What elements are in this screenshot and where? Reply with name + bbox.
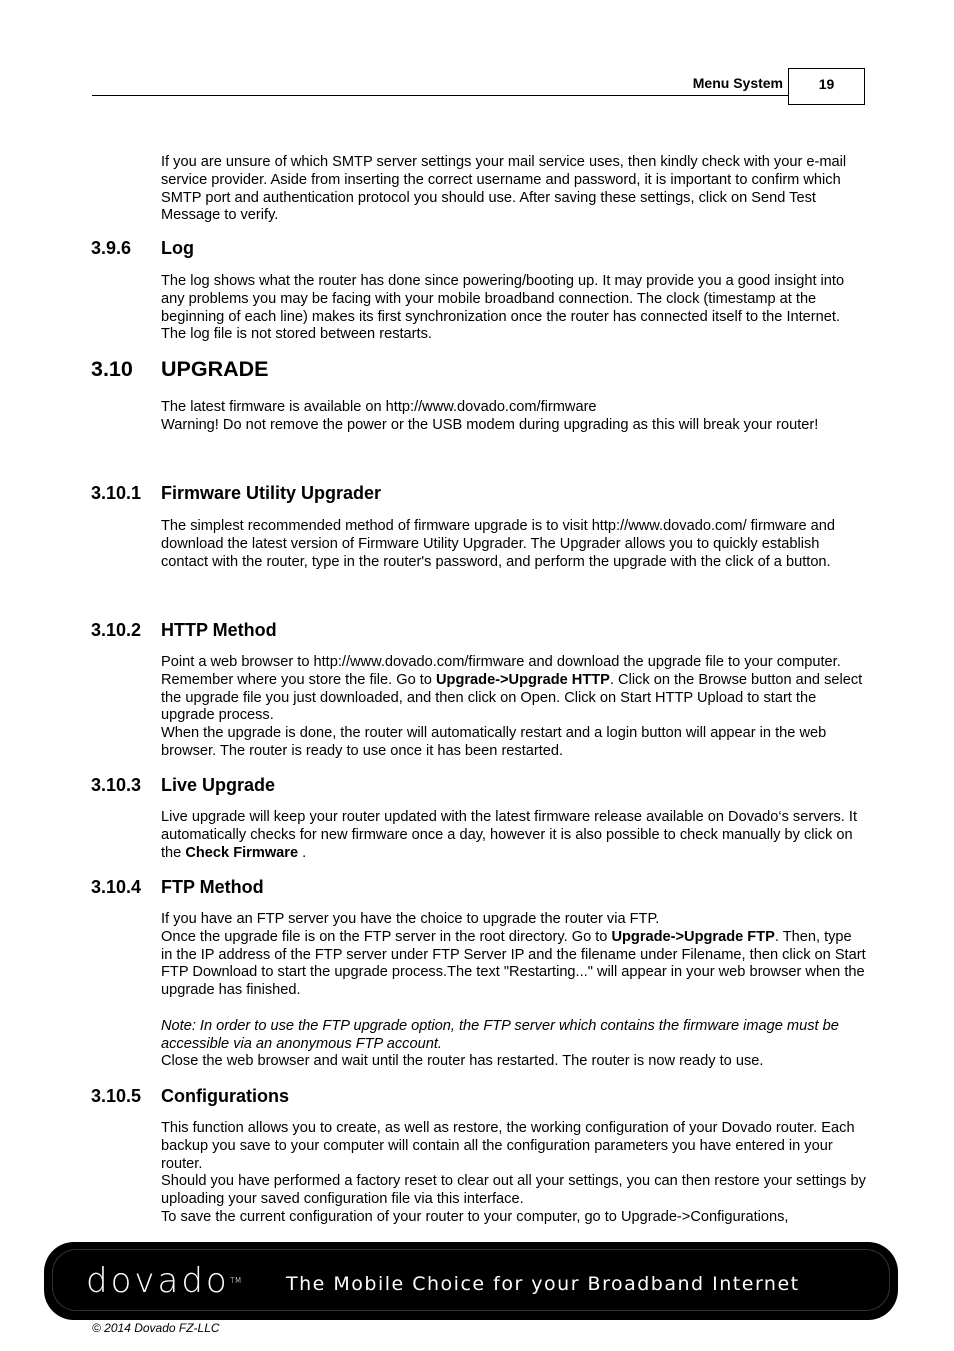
- heading-number: 3.10.1: [91, 483, 142, 503]
- heading-number: 3.10.4: [91, 877, 142, 897]
- firmware-utility-paragraph: [161, 518, 867, 571]
- ftp-text-2a: Once the upgrade file is on the FTP server in the root directory. Go to: [161, 928, 612, 945]
- live-upgrade-paragraph: [161, 809, 867, 862]
- heading-title: HTTP Method: [161, 620, 277, 640]
- heading-configurations: [91, 1086, 289, 1107]
- ftp-text-2: [161, 929, 867, 1000]
- header-section-title: Menu System: [692, 75, 783, 91]
- http-text-1b: . Click on the Browse button and select the upgrade file you just downloaded, and then click on Open. Click on Start HTTP Upload to start the upgrade process.: [161, 671, 863, 724]
- spacer: [161, 1000, 867, 1018]
- configurations-text-2: Should you have performed a factory reset to clear out all your settings, you can then restore your settings by uploading your saved configuration file via this interface.: [161, 1173, 866, 1208]
- trademark-mark: TM: [229, 1276, 242, 1285]
- upgrade-line-1: The latest firmware is available on http://www.dovado.com/firmware: [161, 399, 597, 415]
- ftp-text-3: Close the web browser and wait until the router has restarted. The router is now ready to use.: [161, 1053, 764, 1070]
- footer-banner-inner: [52, 1249, 890, 1311]
- ftp-text-2b: . Then, type in the IP address of the FTP server under FTP Server IP and the filename under Filename, then click on Start FTP Download to start the upgrade process.The text "Restarting..." will appear in your web browser when the upgrade has finished.: [161, 928, 866, 999]
- intro-paragraph: [161, 154, 867, 225]
- firmware-utility-text: The simplest recommended method of firmware upgrade is to visit http://www.dovado.com/ firmware and download the latest version of Firmware Utility Upgrader. The Upgrader allows you to quickly establish contact with the router, type in the router's password, and perform the upgrade with the click of a button.: [161, 518, 836, 570]
- http-paragraph: [161, 654, 867, 761]
- heading-title: UPGRADE: [161, 357, 269, 381]
- http-text-1a: Point a web browser to http://www.dovado.com/firmware and download the upgrade file to your computer. Remember where you store the file. Go to: [161, 654, 841, 688]
- heading-number: 3.10.3: [91, 775, 142, 795]
- copyright-notice: © 2014 Dovado FZ-LLC: [92, 1321, 220, 1335]
- footer-banner: [44, 1242, 898, 1320]
- check-firmware-label: Check Firmware: [185, 844, 299, 861]
- http-text-1: [161, 654, 867, 725]
- dovado-logo: [86, 1261, 242, 1301]
- heading-title: Configurations: [161, 1086, 289, 1106]
- ftp-paragraph: [161, 911, 867, 1071]
- heading-number: 3.10.2: [91, 620, 142, 640]
- heading-number: 3.9.6: [91, 238, 132, 258]
- http-menu-path: Upgrade->Upgrade HTTP: [435, 671, 610, 688]
- live-text-b: .: [298, 844, 307, 861]
- ftp-note: Note: In order to use the FTP upgrade option, the FTP server which contains the firmware image must be accessible via an anonymous FTP account.: [161, 1017, 839, 1052]
- log-paragraph: [161, 273, 867, 344]
- configurations-text-3: To save the current configuration of your router to your computer, go to Upgrade->Configurations,: [161, 1208, 789, 1225]
- ftp-text-1: If you have an FTP server you have the choice to upgrade the router via FTP.: [161, 911, 660, 927]
- ftp-menu-path: Upgrade->Upgrade FTP: [611, 928, 775, 945]
- heading-title: FTP Method: [161, 877, 264, 897]
- header-rule: [92, 95, 788, 96]
- heading-log: [91, 238, 194, 259]
- heading-title: Log: [161, 238, 194, 258]
- heading-ftp-method: [91, 877, 264, 898]
- upgrade-warning: Warning! Do not remove the power or the USB modem during upgrading as this will break your router!: [161, 416, 819, 433]
- heading-live-upgrade: [91, 775, 275, 796]
- log-text: The log shows what the router has done since powering/booting up. It may provide you a good insight into any problems you may be facing with your mobile broadband connection. The clock (timestamp at the beginning of each line) makes its first synchronization once the router has connected itself to the Internet. The log file is not stored between restarts.: [161, 273, 845, 343]
- heading-number: 3.10.5: [91, 1086, 142, 1106]
- heading-number: 3.10: [91, 357, 133, 381]
- heading-title: Live Upgrade: [161, 775, 276, 795]
- footer-tagline: The Mobile Choice for your Broadband Internet: [286, 1273, 800, 1295]
- heading-upgrade: [91, 357, 269, 382]
- live-text-a: Live upgrade will keep your router updated with the latest firmware release available on Dovado‘s servers. It automatically checks for new firmware once a day, however it is also possible to check manually by click on the: [161, 809, 857, 861]
- upgrade-paragraph: [161, 399, 867, 435]
- heading-http-method: [91, 620, 277, 641]
- heading-title: Firmware Utility Upgrader: [161, 483, 382, 503]
- live-upgrade-text: [161, 809, 867, 862]
- configurations-text-1: This function allows you to create, as well as restore, the working configuration of your Dovado router. Each backup you save to your computer will contain all the configuration parameters you have entered in your router.: [161, 1120, 855, 1172]
- heading-firmware-utility: [91, 483, 381, 504]
- http-text-2: When the upgrade is done, the router will automatically restart and a login button will appear in the web browser. The router is ready to use once it has been restarted.: [161, 725, 827, 759]
- configurations-paragraph: [161, 1120, 867, 1227]
- intro-text: If you are unsure of which SMTP server settings your mail service uses, then kindly check with your e-mail service provider. Aside from inserting the correct username and password, it is important to confirm which SMTP port and authentication protocol you should use. After saving these settings, click on Send Test Message to verify.: [161, 154, 847, 224]
- page-number: 19: [788, 68, 865, 105]
- logo-text: dovado: [86, 1261, 230, 1301]
